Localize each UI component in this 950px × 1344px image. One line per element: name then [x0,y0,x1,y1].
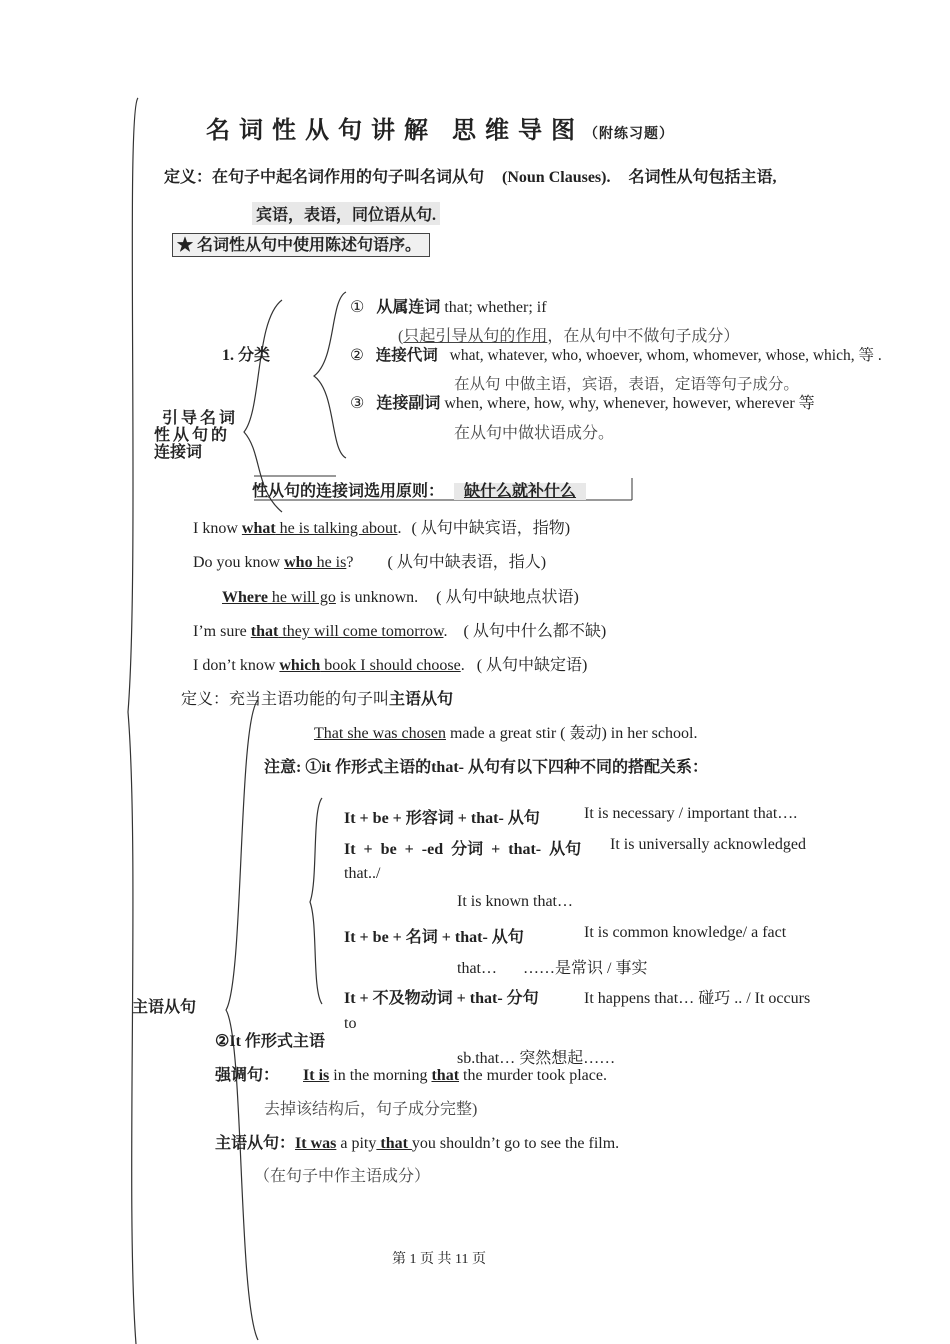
item-words: that; whether; if [444,299,547,316]
category-label: 1. 分类 [222,347,271,364]
pattern-formula: It + be + -ed 分词 + that- 从句 [344,841,582,858]
example-connective: what [241,520,276,537]
example-clause: they will come tomorrow [278,623,444,640]
selection-principle [252,478,586,501]
example-rest: made a great stir ( 轰动) in her school. [445,725,698,742]
example-post: . [397,520,402,537]
example-note: ( 从句中缺宾语，指物) [411,520,571,537]
emphasis-mid: in the morning [329,1067,432,1084]
example-clause: That she was chosen [314,725,446,742]
pattern-formula: It + 不及物动词 + that- 分句 [344,990,539,1007]
emphasis-sentence [215,1062,607,1085]
example-connective: which [279,657,321,674]
example-sentence [193,618,606,641]
subject-key: that [376,1135,412,1152]
pattern-formula: It + be + 形容词 + that- 从句 [344,810,540,827]
branch-label-line: 性从句的 [154,427,231,444]
emphasis-note: 去掉该结构后，句子成分完整) [264,1101,478,1118]
item-marker: ③ [350,395,365,412]
definition-text: 定义：在句子中起名词作用的句子叫名词从句 [164,169,485,186]
example-post: ? [346,554,354,571]
item-marker: ① [350,299,365,316]
pattern-example: It is necessary / important that…. [584,805,798,822]
connectives-branch-label [154,410,239,461]
example-clause: he will go [267,589,336,606]
pattern-row [344,985,539,1008]
pattern-row [344,836,581,859]
pattern-example: It is common knowledge/ a fact [584,924,787,941]
pattern-row [344,924,524,947]
example-note: ( 从句中缺定语) [476,657,588,674]
pattern-example-cont: sb.that… 突然想起…… [457,1050,616,1067]
example-clause: book I should choose [320,657,461,674]
connective-item-2-note: 在从句 中做主语，宾语，表语，定语等句子成分。 [454,376,799,393]
branch-label-line: 引导名词 [162,410,239,427]
example-post: . [443,623,448,640]
subject-clause-example [314,720,697,743]
item-words: when, where, how, why, whenever, however, wherever 等 [444,395,815,412]
definition-line-1 [164,164,777,187]
note-underlined: 只起引导从句的作用 [403,328,548,345]
definition-text: 定义：充当主语功能的句子叫 [181,691,390,708]
subject-key: It was [295,1135,337,1152]
definition-term: 主语从句 [389,691,454,708]
example-connective: Where [222,589,268,606]
pattern-example-cont: that../ [344,865,381,882]
example-sentence [193,652,587,675]
definition-line-2: 宾语，表语，同位语从句. [252,202,440,225]
example-pre: I know [193,520,242,537]
note-prefix: ( [398,328,404,345]
example-clause: he is [312,554,347,571]
title-note: （附练习题） [584,127,674,142]
page-title [206,110,674,145]
subject-clause-sentence [215,1130,619,1153]
branch-label-line: 连接词 [154,444,203,461]
pattern-cont-2: ……是常识 / 事实 [523,960,648,977]
item-name: 连接副词 [376,395,441,412]
example-note: ( 从句中缺表语，指人) [387,554,547,571]
pattern-example-cont: It is known that… [457,893,573,910]
pattern-example: It is universally acknowledged [610,836,806,853]
connective-item-1 [350,294,547,317]
title-main: 名词性从句讲解 思维导图 [206,118,584,144]
subject-rest: you shouldn’t go to see the film. [411,1135,620,1152]
subject-clause-definition [181,686,453,709]
example-clause: he is talking about [275,520,398,537]
example-post: . [460,657,465,674]
pattern-row [344,805,540,828]
example-sentence [222,584,579,607]
item-marker: ② [350,347,364,364]
subject-mid: a pity [336,1135,377,1152]
subject-clause-branch-label: 主语从句 [132,999,197,1016]
example-note: ( 从句中什么都不缺) [463,623,607,640]
example-sentence [193,515,570,538]
subject-clause-notice: 注意: ①it 作形式主语的that- 从句有以下四种不同的搭配关系： [264,759,708,776]
connective-item-2 [350,343,882,365]
note-rest: ，在从句中不做句子成分） [547,328,740,345]
subject-label: 主语从句： [215,1135,296,1152]
connective-item-3-note: 在从句中做状语成分。 [454,425,615,442]
example-connective: who [284,554,313,571]
definition-includes: 名词性从句包括主语, [628,169,777,186]
example-pre: I don’t know [193,657,280,674]
item-name: 连接代词 [375,347,438,364]
pattern-example: It happens that… 碰巧 .. / It occurs [584,990,811,1007]
emphasis-key: It is [303,1067,330,1084]
second-note: ②It 作形式主语 [215,1033,325,1050]
principle-text: 性从句的连接词选用原则： [252,483,445,500]
definition-english: (Noun Clauses). [502,169,611,186]
example-sentence [193,549,546,572]
example-pre: I’m sure [193,623,251,640]
word-order-note: ★ 名词性从句中使用陈述句语序。 [172,233,430,257]
emphasis-key: that [431,1067,460,1084]
item-words: what, whatever, who, whoever, whom, whomever, whose, which, 等 . [449,347,882,364]
example-note: ( 从句中缺地点状语) [436,589,579,606]
pattern-formula: It + be + 名词 + that- 从句 [344,929,524,946]
page-footer: 第 1 页 共 11 页 [392,1252,486,1267]
subject-clause-note: （在句子中作主语成分） [254,1168,431,1185]
example-pre: Do you know [193,554,285,571]
pattern-example-cont: to [344,1015,357,1032]
connective-item-3 [350,390,815,413]
example-connective: that [250,623,279,640]
example-post: is unknown. [335,589,419,606]
emphasis-rest: the murder took place. [459,1067,607,1084]
item-name: 从属连词 [376,299,441,316]
emphasis-label: 强调句： [215,1067,280,1084]
pattern-example-cont [457,955,647,978]
pattern-cont-1: that… [457,960,497,977]
principle-highlight: 缺什么就补什么 [454,483,586,500]
